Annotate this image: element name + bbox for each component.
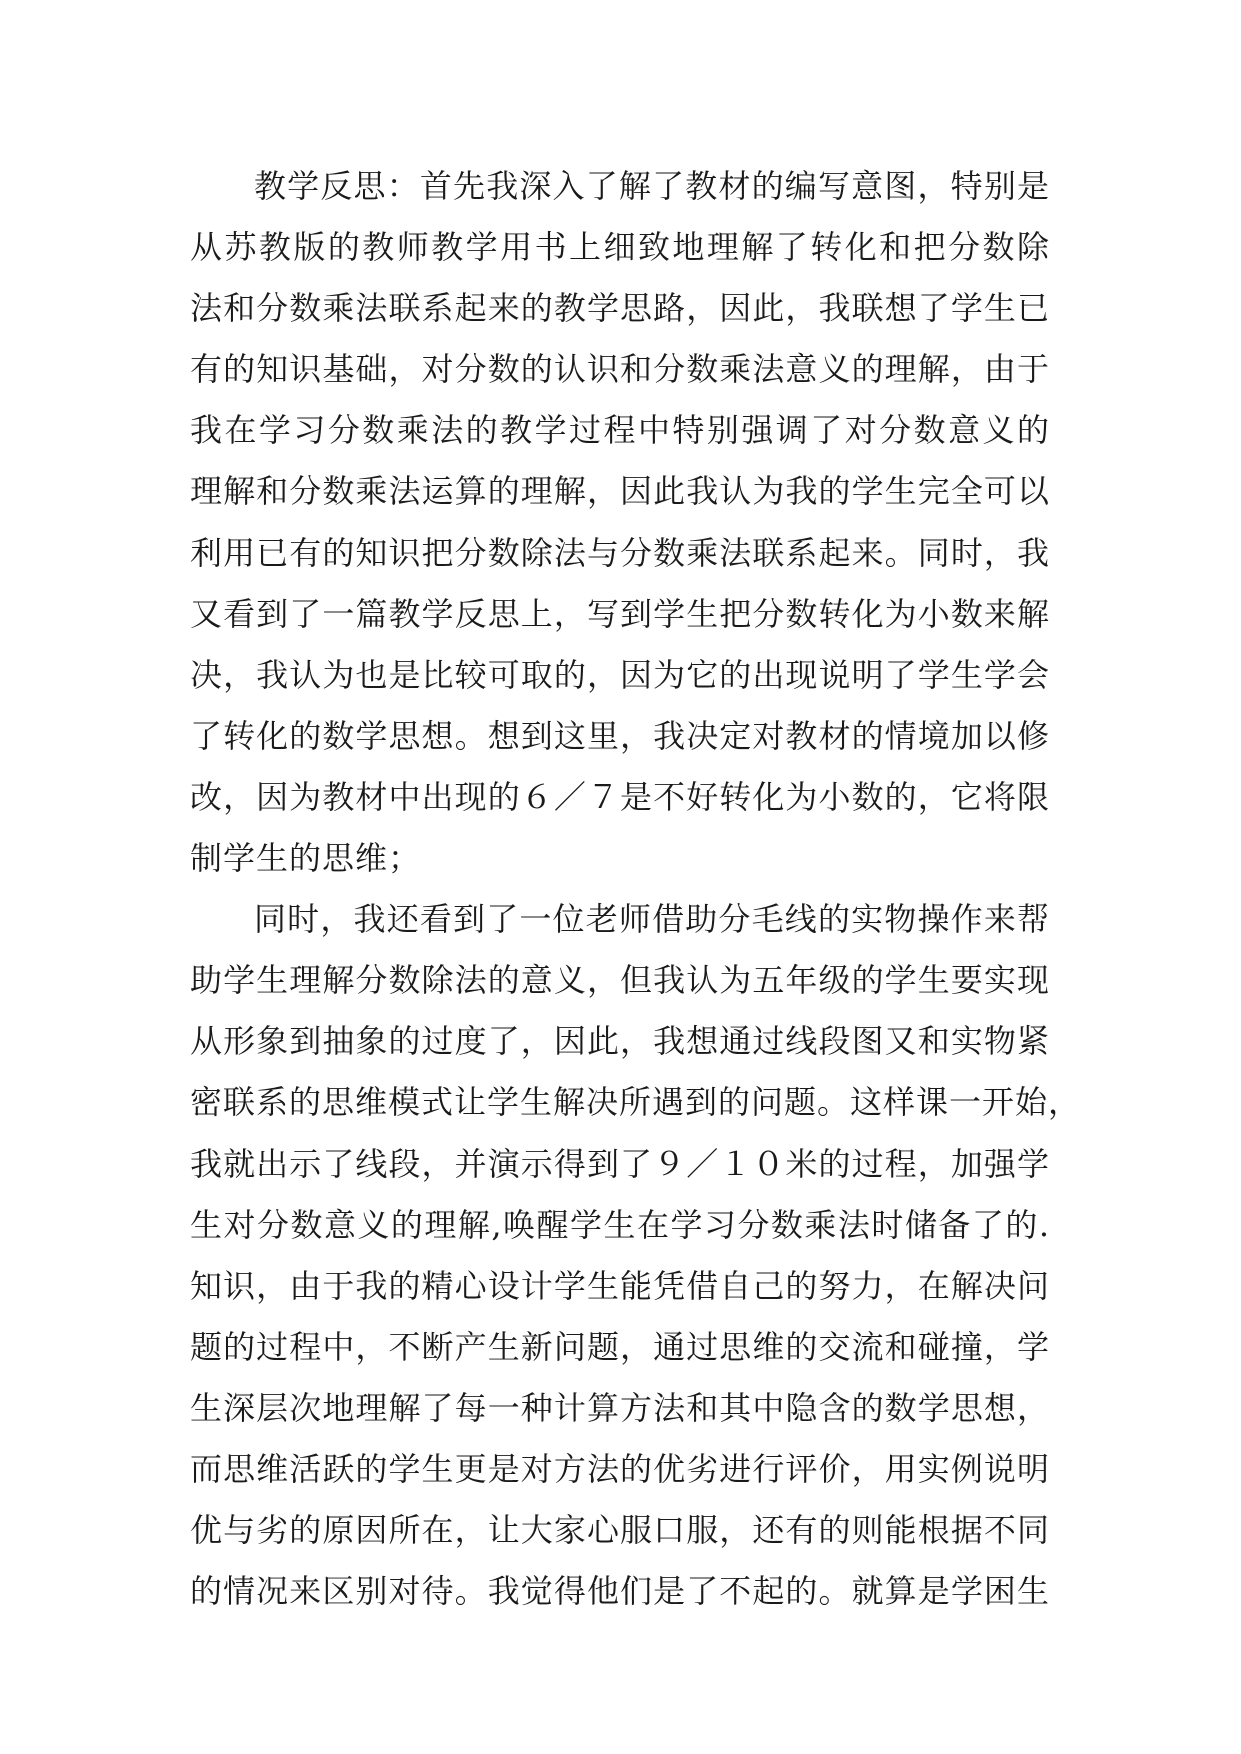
text-line: 生对分数意义的理解,唤醒学生在学习分数乘法时储备了的. xyxy=(190,1205,1050,1244)
text-line: 知识，由于我的精心设计学生能凭借自己的努力，在解决问 xyxy=(190,1266,1050,1305)
text-line: 决，我认为也是比较可取的，因为它的出现说明了学生学会 xyxy=(190,655,1050,694)
text-line: 了转化的数学思想。想到这里，我决定对教材的情境加以修 xyxy=(190,716,1050,755)
text-line: 教学反思：首先我深入了解了教材的编写意图，特别是 xyxy=(254,167,1050,205)
text-line: 同时，我还看到了一位老师借助分毛线的实物操作来帮 xyxy=(254,900,1050,939)
text-line: 从苏教版的教师教学用书上细致地理解了转化和把分数除 xyxy=(190,228,1050,267)
text-line: 我就出示了线段，并演示得到了９／１０米的过程，加强学 xyxy=(190,1144,1050,1183)
text-line: 的情况来区别对待。我觉得他们是了不起的。就算是学困生 xyxy=(190,1572,1050,1611)
text-line: 制学生的思维； xyxy=(190,839,422,878)
text-line: 密联系的思维模式让学生解决所遇到的问题。这样课一开始， xyxy=(190,1083,1082,1122)
text-line: 优与劣的原因所在，让大家心服口服，还有的则能根据不同 xyxy=(190,1511,1050,1550)
text-line: 而思维活跃的学生更是对方法的优劣进行评价，用实例说明 xyxy=(190,1449,1050,1488)
body-text xyxy=(190,156,1082,1622)
text-line: 生深层次地理解了每一种计算方法和其中隐含的数学思想， xyxy=(190,1388,1050,1427)
text-line: 题的过程中，不断产生新问题，通过思维的交流和碰撞，学 xyxy=(190,1327,1050,1366)
text-line: 改，因为教材中出现的６／７是不好转化为小数的，它将限 xyxy=(190,777,1050,816)
text-line: 从形象到抽象的过度了，因此，我想通过线段图又和实物紧 xyxy=(190,1022,1050,1061)
text-line: 利用已有的知识把分数除法与分数乘法联系起来。同时，我 xyxy=(190,533,1050,572)
text-line: 有的知识基础，对分数的认识和分数乘法意义的理解，由于 xyxy=(190,350,1050,389)
text-line: 我在学习分数乘法的教学过程中特别强调了对分数意义的 xyxy=(190,411,1050,450)
text-line: 又看到了一篇教学反思上，写到学生把分数转化为小数来解 xyxy=(190,594,1050,633)
text-line: 助学生理解分数除法的意义，但我认为五年级的学生要实现 xyxy=(190,961,1050,1000)
text-line: 法和分数乘法联系起来的教学思路，因此，我联想了学生已 xyxy=(190,289,1050,328)
text-line: 理解和分数乘法运算的理解，因此我认为我的学生完全可以 xyxy=(190,472,1050,511)
